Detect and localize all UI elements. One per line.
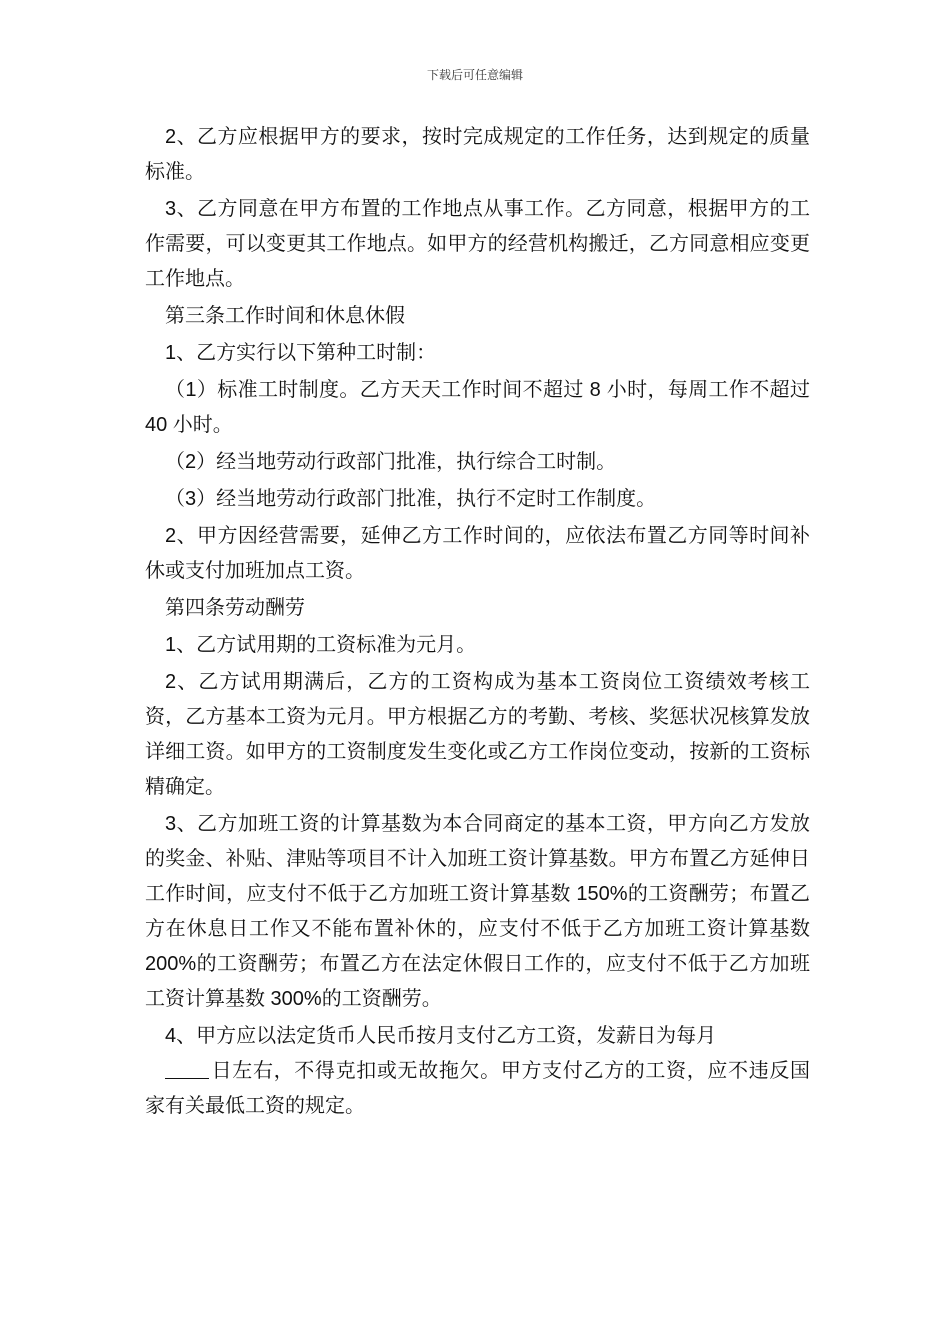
paragraph: 2、甲方因经营需要，延伸乙方工作时间的，应依法布置乙方同等时间补休或支付加班加点工资。: [145, 525, 810, 582]
section-heading: 第三条工作时间和休息休假: [165, 305, 405, 327]
paragraph-with-blank: [145, 1054, 810, 1126]
paragraph: 1、乙方试用期的工资标准为元月。: [165, 634, 477, 656]
fill-in-blank: [165, 1058, 209, 1079]
paragraph: 2、乙方试用期满后，乙方的工资构成为基本工资岗位工资绩效考核工资，乙方基本工资为元月。甲方根据乙方的考勤、考核、奖惩状况核算发放详细工资。如甲方的工资制度发生变化或乙方工作岗位变动，按新的工资标精确定。: [145, 671, 810, 798]
paragraph: （1）标准工时制度。乙方天天工作时间不超过 8 小时，每周工作不超过 40 小时。: [145, 379, 810, 436]
paragraph: 4、甲方应以法定货币人民币按月支付乙方工资，发薪日为每月: [165, 1025, 717, 1047]
paragraph: （2）经当地劳动行政部门批准，执行综合工时制。: [165, 451, 617, 473]
paragraph-text: 日左右，不得克扣或无故拖欠。甲方支付乙方的工资，应不违反国家有关最低工资的规定。: [145, 1060, 810, 1117]
section-heading: 第四条劳动酬劳: [165, 597, 305, 619]
paragraph: 3、乙方加班工资的计算基数为本合同商定的基本工资，甲方向乙方发放的奖金、补贴、津贴等项目不计入加班工资计算基数。甲方布置乙方延伸日工作时间，应支付不低于乙方加班工资计算基数 150%的工资酬劳；布置乙方在休息日工作又不能布置补休的，应支付不低于乙方加班工资计算基数 200%的工资酬劳；布置乙方在法定休假日工作的，应支付不低于乙方加班工资计算基数 300%的工资酬劳。: [145, 813, 810, 1010]
document-body: [145, 120, 810, 1126]
paragraph: 1、乙方实行以下第种工时制：: [165, 342, 437, 364]
paragraph: 3、乙方同意在甲方布置的工作地点从事工作。乙方同意，根据甲方的工作需要，可以变更其工作地点。如甲方的经营机构搬迁，乙方同意相应变更工作地点。: [145, 198, 810, 290]
header-note: 下载后可任意编辑: [426, 68, 523, 82]
paragraph: （3）经当地劳动行政部门批准，执行不定时工作制度。: [165, 488, 657, 510]
paragraph: 2、乙方应根据甲方的要求，按时完成规定的工作任务，达到规定的质量标准。: [145, 126, 810, 183]
